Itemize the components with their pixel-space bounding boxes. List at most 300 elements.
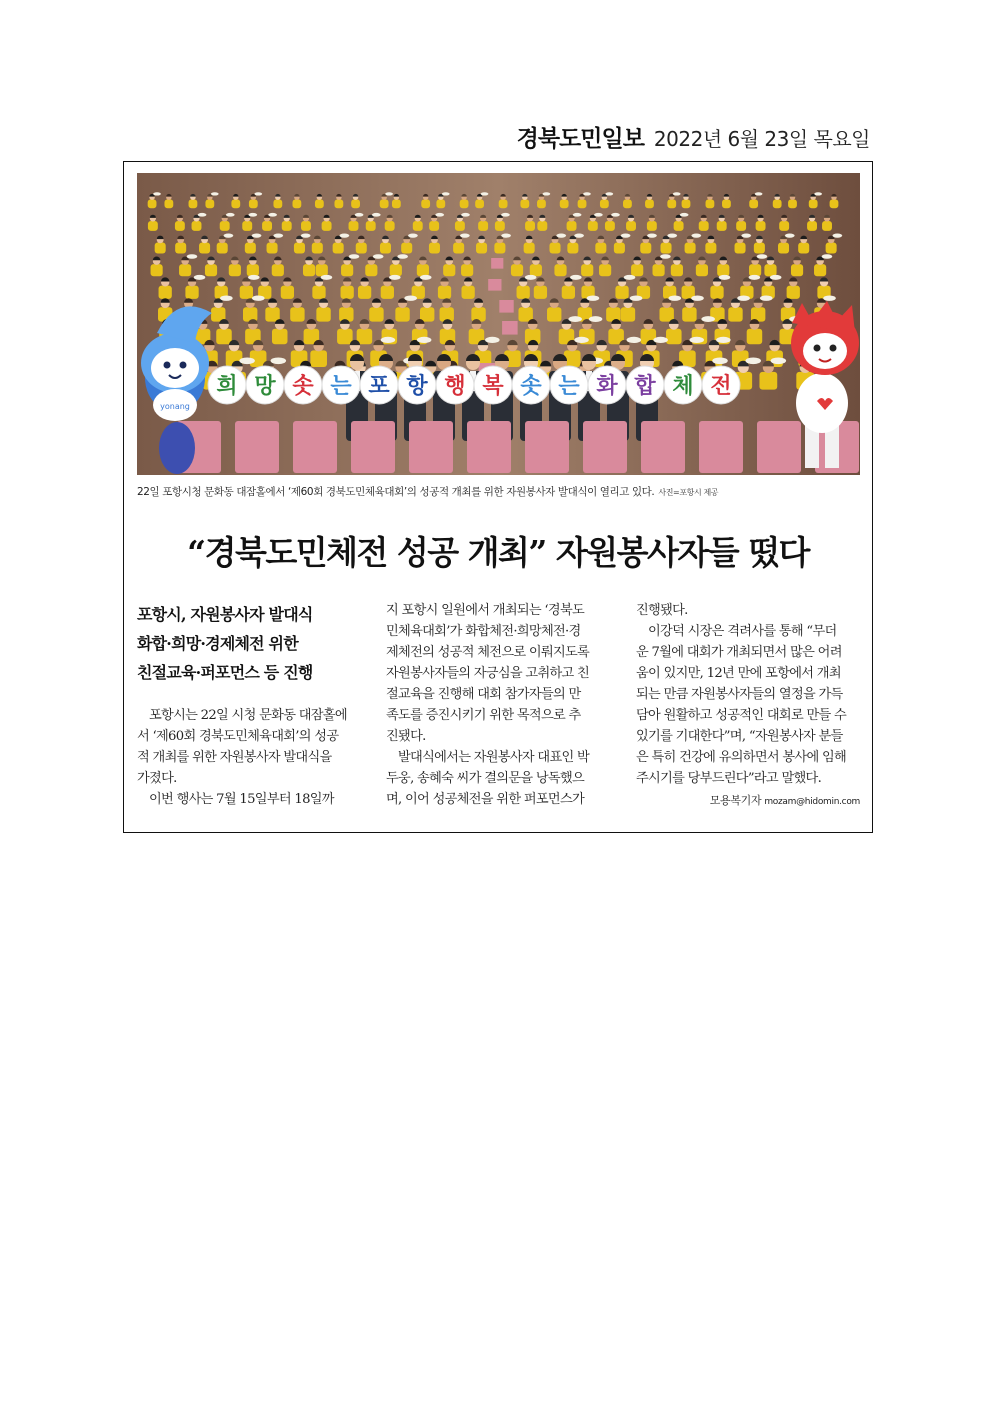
reporter-name: 모용복기자 <box>709 794 762 807</box>
volunteer-vest <box>312 286 325 299</box>
banner-character: 솟 <box>520 374 542 399</box>
subheadline-line: 화합·희망·경제체전 위한 <box>137 634 298 653</box>
paper-fan <box>224 234 234 238</box>
volunteer-vest <box>826 243 837 254</box>
volunteer-vest <box>216 329 232 345</box>
volunteer-vest <box>395 307 409 321</box>
paper-fan <box>268 213 277 217</box>
volunteer-vest <box>265 307 279 321</box>
volunteer-vest <box>185 286 198 299</box>
body-line: 담아 원활하고 성공적인 대회로 만들 수 <box>636 708 847 723</box>
banner-character: 솟 <box>292 374 314 399</box>
volunteer-vest <box>549 243 560 254</box>
volunteer-vest <box>567 243 578 254</box>
volunteer-vest <box>175 221 185 231</box>
seat <box>499 300 513 313</box>
front-seat <box>641 421 685 473</box>
volunteer-vest <box>475 199 484 208</box>
volunteer-vest <box>461 286 474 299</box>
volunteer-vest <box>606 307 620 321</box>
paper-fan <box>570 275 582 280</box>
paper-fan <box>589 316 603 322</box>
paper-fan <box>605 192 613 195</box>
body-line: 주시기를 당부드린다”라고 말했다. <box>636 771 822 786</box>
paper-fan <box>689 337 704 343</box>
body-line: 제체전의 성공적 체전으로 이뤄지도록 <box>386 645 590 660</box>
paper-fan <box>673 192 681 195</box>
volunteer-vest <box>478 221 488 231</box>
volunteer-vest <box>547 307 561 321</box>
paper-fan <box>501 234 511 238</box>
article-column-1 <box>137 705 363 810</box>
volunteer-vest <box>626 221 636 231</box>
paper-fan <box>389 275 401 280</box>
body-line: 진행됐다. <box>636 603 688 618</box>
volunteer-vest <box>192 221 202 231</box>
volunteer-vest <box>242 221 252 231</box>
body-line: 가졌다. <box>137 771 177 786</box>
paper-fan <box>220 296 233 301</box>
volunteer-vest <box>717 221 727 231</box>
paper-fan <box>680 213 689 217</box>
banner-character: 포 <box>368 374 390 399</box>
paper-fan <box>653 337 668 343</box>
paper-fan <box>485 337 500 343</box>
front-seat <box>525 421 569 473</box>
paper-fan <box>252 234 262 238</box>
paper-fan <box>543 192 551 195</box>
volunteer-vest <box>381 286 394 299</box>
volunteer-vest <box>151 264 163 276</box>
paper-fan <box>442 192 450 195</box>
paper-fan <box>574 337 589 343</box>
volunteer-vest <box>272 329 288 345</box>
banner-character: 항 <box>406 374 428 399</box>
paper-fan <box>568 316 582 322</box>
volunteer-vest <box>316 307 330 321</box>
paper-fan <box>248 213 257 217</box>
volunteer-vest <box>272 264 284 276</box>
paper-fan <box>691 296 704 301</box>
paper-fan <box>372 213 381 217</box>
body-line: 지 포항시 일원에서 개최되는 ‘경북도 <box>386 603 585 618</box>
body-line: 운 7월에 대회가 개최되면서 많은 어려 <box>636 645 842 660</box>
article-clipping <box>123 161 873 833</box>
paper-fan <box>254 192 262 195</box>
volunteer-vest <box>413 221 423 231</box>
volunteer-vest <box>554 264 566 276</box>
volunteer-vest <box>159 286 172 299</box>
volunteer-vest <box>292 199 301 208</box>
body-line: 되는 만큼 자원봉사자들의 열정을 가득 <box>636 687 843 702</box>
front-seat <box>757 421 801 473</box>
volunteer-vest <box>476 243 487 254</box>
paper-fan <box>701 316 715 322</box>
volunteer-vest <box>779 221 789 231</box>
paper-fan <box>573 213 582 217</box>
volunteer-vest <box>660 243 671 254</box>
volunteer-vest <box>438 286 451 299</box>
paper-fan <box>461 213 470 217</box>
body-line: 민체육대회’가 화합체전·희망체전·경 <box>386 624 581 639</box>
banner-character: 희 <box>216 374 238 399</box>
volunteer-vest <box>682 199 691 208</box>
volunteer-vest <box>460 199 469 208</box>
newspaper-name: 경북도민일보 <box>516 126 644 152</box>
paper-fan <box>594 213 603 217</box>
volunteer-vest <box>560 199 569 208</box>
volunteer-vest <box>667 199 676 208</box>
volunteer-vest <box>341 264 353 276</box>
paper-fan <box>556 234 566 238</box>
volunteer-vest <box>562 286 575 299</box>
paper-fan <box>785 234 795 238</box>
volunteer-vest <box>706 199 715 208</box>
volunteer-vest <box>685 243 696 254</box>
volunteer-vest <box>666 329 682 345</box>
banner-character: 화 <box>596 374 618 399</box>
banner-character: 는 <box>558 374 580 399</box>
volunteer-vest <box>517 286 530 299</box>
volunteer-vest <box>365 264 377 276</box>
volunteer-ceremony-photo <box>137 173 860 475</box>
volunteer-vest <box>699 221 709 231</box>
volunteer-vest <box>429 221 439 231</box>
paper-fan <box>647 234 657 238</box>
volunteer-vest <box>249 199 258 208</box>
volunteer-vest <box>747 329 763 345</box>
volunteer-vest <box>294 243 305 254</box>
volunteer-vest <box>429 243 440 254</box>
volunteer-vest <box>537 221 547 231</box>
volunteer-vest <box>614 243 625 254</box>
svg-text:yonang: yonang <box>160 402 190 411</box>
paper-fan <box>404 296 417 301</box>
volunteer-vest <box>623 199 632 208</box>
volunteer-vest <box>600 199 609 208</box>
volunteer-vest <box>788 199 797 208</box>
volunteer-vest <box>749 199 758 208</box>
volunteer-vest <box>581 264 593 276</box>
paper-fan <box>716 337 731 343</box>
body-line: 이강덕 시장은 격려사를 통해 “무더 <box>648 624 837 639</box>
volunteer-vest <box>773 199 782 208</box>
paper-fan <box>397 254 408 259</box>
volunteer-vest <box>736 221 746 231</box>
paper-fan <box>583 192 591 195</box>
volunteer-vest <box>518 307 532 321</box>
volunteer-vest <box>722 199 731 208</box>
banner-character: 망 <box>254 374 276 399</box>
volunteer-vest <box>436 199 445 208</box>
volunteer-vest <box>567 221 577 231</box>
paper-fan <box>755 192 763 195</box>
paper-fan <box>340 234 350 238</box>
paper-fan <box>239 357 255 364</box>
paper-fan <box>691 234 701 238</box>
volunteer-vest <box>652 264 664 276</box>
volunteer-vest <box>243 307 257 321</box>
front-seat <box>351 421 395 473</box>
volunteer-vest <box>756 221 766 231</box>
volunteer-vest <box>229 264 241 276</box>
volunteer-vest <box>749 264 761 276</box>
paper-fan <box>373 254 384 259</box>
paper-fan <box>417 337 432 343</box>
caption-text: 22일 포항시청 문화동 대잠홀에서 ‘제60회 경북도민체육대회’의 성공적 개최를 위한 자원봉사자 발대식이 열리고 있다. <box>137 486 655 498</box>
volunteer-vest <box>366 221 376 231</box>
paper-fan <box>381 337 396 343</box>
paper-fan <box>630 296 643 301</box>
volunteer-vest <box>205 199 214 208</box>
volunteer-vest <box>189 199 198 208</box>
paper-fan <box>211 192 219 195</box>
body-line: 진됐다. <box>386 729 426 744</box>
volunteer-vest <box>595 243 606 254</box>
paper-fan <box>460 234 470 238</box>
volunteer-vest <box>240 286 253 299</box>
volunteer-vest <box>599 264 611 276</box>
volunteer-vest <box>822 221 832 231</box>
banner-character: 합 <box>634 374 656 399</box>
volunteer-vest <box>390 264 402 276</box>
volunteer-vest <box>282 221 292 231</box>
seat <box>488 279 501 291</box>
volunteer-vest <box>199 243 210 254</box>
body-line: 움이 있지만, 12년 만에 포항에서 개최 <box>636 666 841 681</box>
volunteer-vest <box>179 264 191 276</box>
banner-character: 행 <box>444 374 466 399</box>
volunteer-vest <box>369 307 383 321</box>
paper-fan <box>273 234 283 238</box>
volunteer-vest <box>764 264 776 276</box>
body-line: 있기를 기대한다”며, “자원봉사자 분들 <box>636 729 843 744</box>
paper-fan <box>823 296 836 301</box>
paper-fan <box>574 234 584 238</box>
volunteer-vest <box>754 243 765 254</box>
volunteer-vest <box>273 199 282 208</box>
volunteer-vest <box>534 286 547 299</box>
body-line: 발대식에서는 자원봉사자 대표인 박 <box>398 750 590 765</box>
volunteer-vest <box>155 243 166 254</box>
volunteer-vest <box>798 243 809 254</box>
body-line: 적 개최를 위한 자원봉사자 발대식을 <box>137 750 332 765</box>
volunteer-vest <box>735 243 746 254</box>
paper-fan <box>587 296 600 301</box>
volunteer-vest <box>262 221 272 231</box>
volunteer-vest <box>494 243 505 254</box>
volunteer-vest <box>621 307 635 321</box>
volunteer-vest <box>148 199 157 208</box>
paper-fan <box>435 213 444 217</box>
volunteer-vest <box>717 264 729 276</box>
volunteer-vest <box>671 264 683 276</box>
paper-fan <box>741 234 751 238</box>
front-seat <box>235 421 279 473</box>
volunteer-vest <box>351 199 360 208</box>
volunteer-vest <box>148 221 158 231</box>
article-headline: “경북도민체전 성공 개최” 자원봉사자들 떴다 <box>187 533 809 572</box>
volunteer-vest <box>674 221 684 231</box>
paper-fan <box>712 357 728 364</box>
banner-character: 는 <box>330 374 352 399</box>
volunteer-vest <box>290 307 304 321</box>
banner-character: 전 <box>710 374 732 399</box>
paper-fan <box>624 275 636 280</box>
volunteer-vest <box>175 243 186 254</box>
paper-fan <box>355 213 364 217</box>
volunteer-vest <box>645 199 654 208</box>
paper-fan <box>408 234 418 238</box>
volunteer-vest <box>420 307 434 321</box>
paper-fan <box>385 192 393 195</box>
volunteer-vest <box>605 221 615 231</box>
volunteer-vest <box>380 199 389 208</box>
paper-fan <box>611 213 620 217</box>
paper-fan <box>770 275 782 280</box>
volunteer-vest <box>814 264 826 276</box>
paper-fan <box>627 337 642 343</box>
volunteer-vest <box>696 264 708 276</box>
paper-fan <box>719 275 731 280</box>
volunteer-vest <box>245 243 256 254</box>
paper-fan <box>668 296 681 301</box>
volunteer-vest <box>807 221 817 231</box>
front-seat <box>699 421 743 473</box>
seat <box>502 321 518 335</box>
article-column-2 <box>386 600 614 810</box>
volunteer-vest <box>333 243 344 254</box>
volunteer-vest <box>524 243 535 254</box>
volunteer-vest <box>578 199 587 208</box>
front-seat <box>293 421 337 473</box>
paper-fan <box>745 357 761 364</box>
paper-fan <box>153 192 161 195</box>
body-line: 며, 이어 성공체전을 위한 퍼포먼스가 <box>386 792 585 807</box>
volunteer-vest <box>267 243 278 254</box>
volunteer-vest <box>791 264 803 276</box>
masthead <box>517 120 870 153</box>
volunteer-vest <box>640 243 651 254</box>
volunteer-vest <box>421 199 430 208</box>
body-line: 두웅, 송혜숙 씨가 결의문을 낭독했으 <box>386 771 585 786</box>
paper-fan <box>737 296 750 301</box>
volunteer-vest <box>303 264 315 276</box>
paper-fan <box>301 234 311 238</box>
volunteer-vest <box>443 264 455 276</box>
paper-fan <box>822 254 833 259</box>
banner-character: 체 <box>672 374 694 399</box>
volunteer-vest <box>461 264 473 276</box>
volunteer-vest <box>356 243 367 254</box>
paper-fan <box>760 296 773 301</box>
volunteer-vest <box>511 264 523 276</box>
body-line: 포항시는 22일 시청 문화동 대잠홀에 <box>149 708 347 723</box>
seat <box>491 258 503 269</box>
body-line: 서 ‘제60회 경북도민체육대회’의 성공 <box>137 729 339 744</box>
body-line: 이번 행사는 7월 15일부터 18일까 <box>149 792 334 807</box>
volunteer-vest <box>217 243 228 254</box>
paper-fan <box>833 234 843 238</box>
paper-fan <box>252 296 265 301</box>
paper-fan <box>667 234 677 238</box>
publication-date: 2022년 6월 23일 목요일 <box>653 127 870 151</box>
volunteer-vest <box>349 221 359 231</box>
paper-fan <box>248 275 260 280</box>
volunteer-vest <box>530 264 542 276</box>
volunteer-vest <box>525 221 535 231</box>
paper-fan <box>749 275 761 280</box>
banner-character: 복 <box>482 374 504 399</box>
subheadline-line: 친절교육·퍼포먼스 등 진행 <box>137 663 313 682</box>
volunteer-vest <box>281 286 294 299</box>
front-seat <box>409 421 453 473</box>
article-photo <box>137 173 860 475</box>
volunteer-vest <box>830 199 839 208</box>
volunteer-vest <box>631 264 643 276</box>
volunteer-vest <box>471 307 485 321</box>
volunteer-vest <box>453 243 464 254</box>
volunteer-vest <box>220 221 230 231</box>
paper-fan <box>271 357 287 364</box>
volunteer-vest <box>316 264 328 276</box>
reporter-email: mozam@hidomin.com <box>764 797 860 807</box>
volunteer-vest <box>537 199 546 208</box>
paper-fan <box>198 213 207 217</box>
volunteer-vest <box>710 286 723 299</box>
volunteer-vest <box>495 221 505 231</box>
front-seat <box>467 421 511 473</box>
volunteer-vest <box>787 286 800 299</box>
paper-fan <box>814 192 822 195</box>
article-column-3 <box>636 600 862 789</box>
volunteer-vest <box>334 199 343 208</box>
volunteer-vest <box>588 221 598 231</box>
paper-fan <box>501 213 510 217</box>
volunteer-vest <box>778 243 789 254</box>
paper-fan <box>194 275 206 280</box>
volunteer-vest <box>682 307 696 321</box>
volunteer-vest <box>809 199 818 208</box>
paper-fan <box>771 357 787 364</box>
body-line: 자원봉사자들의 자긍심을 고취하고 친 <box>386 666 590 681</box>
volunteer-vest <box>231 199 240 208</box>
byline <box>710 792 860 808</box>
volunteer-vest <box>358 286 371 299</box>
volunteer-vest <box>341 286 354 299</box>
paper-fan <box>481 192 489 195</box>
subheadline-block <box>137 600 367 687</box>
photo-credit: 사진=포항시 제공 <box>658 488 719 497</box>
volunteer-vest <box>728 307 742 321</box>
paper-fan <box>420 275 432 280</box>
paper-fan <box>525 275 537 280</box>
front-seat <box>583 421 627 473</box>
volunteer-vest <box>659 307 673 321</box>
volunteer-vest <box>315 199 324 208</box>
volunteer-vest <box>455 221 465 231</box>
volunteer-vest <box>499 199 508 208</box>
photo-caption <box>137 484 862 499</box>
body-line: 족도를 증진시키기 위한 목적으로 추 <box>386 708 581 723</box>
volunteer-vest <box>164 199 173 208</box>
volunteer-vest <box>247 264 259 276</box>
volunteer-vest <box>301 221 311 231</box>
paper-fan <box>757 254 768 259</box>
body-line: 절교육을 진행해 대회 참가자들의 만 <box>386 687 581 702</box>
volunteer-vest <box>310 350 327 367</box>
volunteer-vest <box>705 243 716 254</box>
